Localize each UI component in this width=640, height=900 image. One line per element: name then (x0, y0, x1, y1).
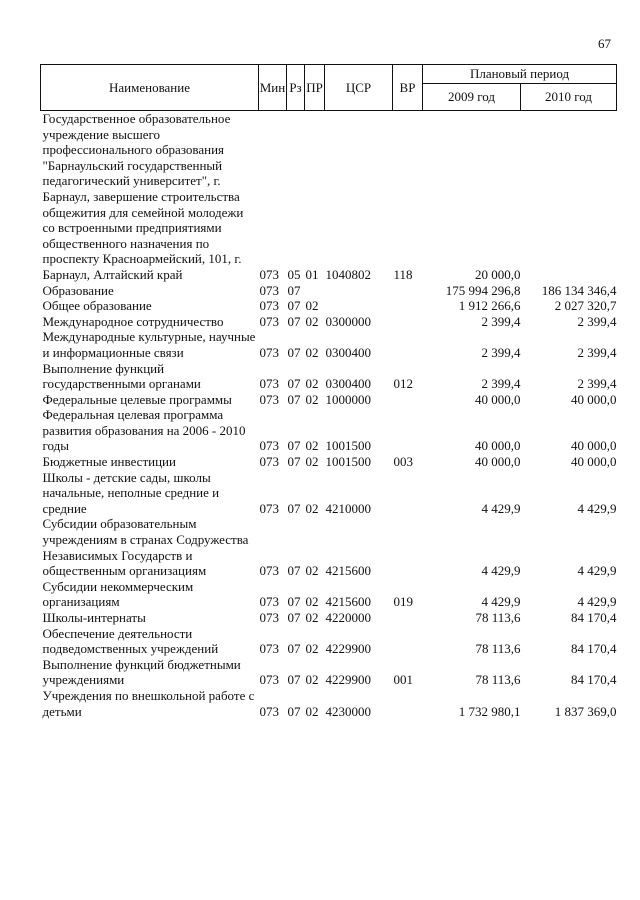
row-name: Выполнение функций государственными органами (42, 360, 201, 392)
table-row (41, 392, 617, 408)
row-min: 073 (259, 563, 279, 579)
row-rz: 07 (287, 298, 301, 314)
table-row (41, 626, 617, 657)
row-min: 073 (259, 703, 279, 719)
row-pr: 02 (305, 672, 319, 688)
table-row (41, 657, 617, 688)
row-value-2009: 2 399,4 (481, 376, 521, 392)
row-value-2010: 1 837 369,0 (554, 703, 617, 719)
row-pr: 02 (305, 313, 319, 329)
row-value-2009: 2 399,4 (481, 313, 521, 329)
row-pr: 02 (305, 344, 319, 360)
header-planned-period: Плановый период (423, 65, 617, 84)
row-rz: 07 (287, 282, 301, 298)
row-name: Федеральные целевые программы (42, 391, 232, 407)
row-pr: 01 (305, 266, 319, 282)
row-value-2010: 2 399,4 (577, 344, 617, 360)
table-body (41, 111, 617, 720)
row-pr: 02 (305, 500, 319, 516)
row-rz: 07 (287, 454, 301, 470)
row-value-2009: 1 912 266,6 (458, 298, 521, 314)
row-vr (393, 298, 423, 314)
row-vr (393, 283, 423, 299)
header-rz: Рз (287, 65, 305, 111)
row-value-2010: 2 399,4 (577, 313, 617, 329)
row-value-2009: 40 000,0 (475, 391, 521, 407)
row-name: Субсидии некоммерческим организациям (42, 578, 194, 610)
row-vr (393, 329, 423, 360)
row-name: Обеспечение деятельности подведомственных учреждений (42, 625, 219, 657)
row-rz: 07 (287, 594, 301, 610)
row-rz: 07 (287, 703, 301, 719)
table-row (41, 329, 617, 360)
table-row (41, 407, 617, 454)
row-rz: 07 (287, 344, 301, 360)
row-pr: 02 (305, 298, 319, 314)
table-row (41, 470, 617, 517)
row-rz: 07 (287, 376, 301, 392)
row-vr (393, 610, 423, 626)
row-vr: 118 (393, 266, 413, 282)
row-rz: 07 (287, 438, 301, 454)
row-csr: 4230000 (325, 703, 371, 719)
row-value-2010: 84 170,4 (571, 672, 617, 688)
row-vr (393, 688, 423, 719)
row-value-2009: 20 000,0 (475, 266, 521, 282)
row-vr: 001 (393, 672, 413, 688)
row-name: Международное сотрудничество (42, 313, 224, 329)
row-csr: 1040802 (325, 266, 371, 282)
row-rz: 07 (287, 641, 301, 657)
row-vr (393, 407, 423, 454)
table-row (41, 454, 617, 470)
row-min: 073 (259, 500, 279, 516)
row-vr (393, 392, 423, 408)
table-row (41, 314, 617, 330)
row-csr: 0300000 (325, 313, 371, 329)
row-rz: 07 (287, 610, 301, 625)
row-value-2010: 40 000,0 (571, 391, 617, 407)
row-name: Школы - детские сады, школы начальные, неполные средние и средние (42, 469, 220, 516)
row-min: 073 (259, 266, 279, 282)
row-pr: 02 (305, 438, 319, 454)
row-csr: 4229900 (325, 672, 371, 688)
row-value-2009: 40 000,0 (475, 438, 521, 454)
row-min: 073 (259, 376, 279, 392)
row-name: Государственное образовательное учреждение высшего профессионального образования "Барнаульский государственный педагогический университет", г. Барнаул, завершение строительства общежития для семейной молодежи со встроенными предприятиями общественного назначения по проспекту Красноармейский, 101, г. Барнаул, Алтайский край (42, 111, 244, 282)
row-rz: 07 (287, 391, 301, 407)
row-name: Субсидии образовательным учреждениям в странах Содружества Независимых Государств и общественным организациям (42, 516, 249, 579)
row-value-2010: 2 399,4 (577, 376, 617, 392)
row-min: 073 (259, 594, 279, 610)
row-rz: 07 (287, 672, 301, 688)
row-csr: 1001500 (325, 438, 371, 454)
row-value-2009: 40 000,0 (475, 454, 521, 470)
row-rz: 07 (287, 313, 301, 329)
row-value-2010: 40 000,0 (571, 438, 617, 454)
row-value-2009: 4 429,9 (481, 563, 521, 579)
row-csr: 4229900 (325, 641, 371, 657)
header-min: Мин (259, 65, 287, 111)
header-vr: ВР (393, 65, 423, 111)
row-value-2010: 84 170,4 (571, 641, 617, 657)
row-min: 073 (259, 344, 279, 360)
row-csr: 1000000 (325, 391, 371, 407)
table-row (41, 610, 617, 626)
row-rz: 07 (287, 563, 301, 579)
row-rz: 05 (287, 266, 301, 282)
budget-table (40, 64, 617, 719)
header-csr: ЦСР (325, 65, 393, 111)
row-value-2009: 175 994 296,8 (445, 282, 521, 298)
row-pr: 02 (305, 563, 319, 579)
header-year-2009: 2009 год (423, 84, 521, 111)
row-min: 073 (259, 313, 279, 329)
header-pr: ПР (305, 65, 325, 111)
row-csr: 4220000 (325, 610, 371, 625)
row-name: Федеральная целевая программа развития образования на 2006 - 2010 годы (42, 407, 246, 454)
row-name: Выполнение функций бюджетными учреждениями (42, 656, 241, 688)
row-csr: 4215600 (325, 563, 371, 579)
row-name: Образование (42, 282, 114, 298)
row-value-2010: 84 170,4 (571, 610, 617, 625)
row-value-2010: 186 134 346,4 (541, 282, 617, 298)
row-min: 073 (259, 298, 279, 314)
row-min: 073 (259, 282, 279, 298)
table-row (41, 298, 617, 314)
row-min: 073 (259, 610, 279, 625)
table-row (41, 283, 617, 299)
row-pr: 02 (305, 641, 319, 657)
row-min: 073 (259, 641, 279, 657)
row-name: Учреждения по внешкольной работе с детьми (42, 687, 255, 719)
row-pr: 02 (305, 391, 319, 407)
row-value-2010: 4 429,9 (577, 594, 617, 610)
row-name: Международные культурные, научные и информационные связи (42, 329, 256, 360)
table-row (41, 579, 617, 610)
row-value-2010: 2 027 320,7 (554, 298, 617, 314)
row-csr (325, 298, 393, 314)
row-min: 073 (259, 672, 279, 688)
row-name: Бюджетные инвестиции (42, 454, 176, 470)
row-vr: 003 (393, 454, 413, 470)
row-value-2009: 1 732 980,1 (458, 703, 521, 719)
table-row (41, 688, 617, 719)
row-vr (393, 516, 423, 578)
row-csr: 1001500 (325, 454, 371, 470)
row-csr: 0300400 (325, 344, 371, 360)
row-value-2010: 4 429,9 (577, 563, 617, 579)
row-vr: 019 (393, 594, 413, 610)
row-value-2009: 78 113,6 (475, 610, 521, 625)
row-pr: 02 (305, 376, 319, 392)
row-value-2009: 2 399,4 (481, 344, 521, 360)
row-vr (393, 314, 423, 330)
row-value-2010 (521, 111, 617, 283)
row-vr (393, 626, 423, 657)
row-pr (305, 283, 325, 299)
row-value-2010: 40 000,0 (571, 454, 617, 470)
header-year-2010: 2010 год (521, 84, 617, 111)
row-pr: 02 (305, 703, 319, 719)
row-csr: 0300400 (325, 376, 371, 392)
row-min: 073 (259, 454, 279, 470)
row-vr (393, 470, 423, 517)
row-value-2009: 4 429,9 (481, 594, 521, 610)
row-min: 073 (259, 438, 279, 454)
page-number: 67 (598, 36, 611, 51)
table-header (41, 65, 617, 111)
row-value-2009: 78 113,6 (475, 641, 521, 657)
row-pr: 02 (305, 454, 319, 470)
row-vr: 012 (393, 376, 413, 392)
row-value-2009: 78 113,6 (475, 672, 521, 688)
row-csr: 4215600 (325, 594, 371, 610)
row-csr (325, 283, 393, 299)
row-csr: 4210000 (325, 500, 371, 516)
row-value-2010: 4 429,9 (577, 500, 617, 516)
row-name: Общее образование (42, 298, 152, 314)
header-name: Наименование (41, 65, 259, 111)
table-row (41, 516, 617, 578)
row-min: 073 (259, 391, 279, 407)
table-row (41, 111, 617, 283)
row-pr: 02 (305, 610, 319, 625)
row-value-2009: 4 429,9 (481, 500, 521, 516)
row-rz: 07 (287, 500, 301, 516)
table-row (41, 361, 617, 392)
row-pr: 02 (305, 594, 319, 610)
row-name: Школы-интернаты (42, 610, 146, 625)
